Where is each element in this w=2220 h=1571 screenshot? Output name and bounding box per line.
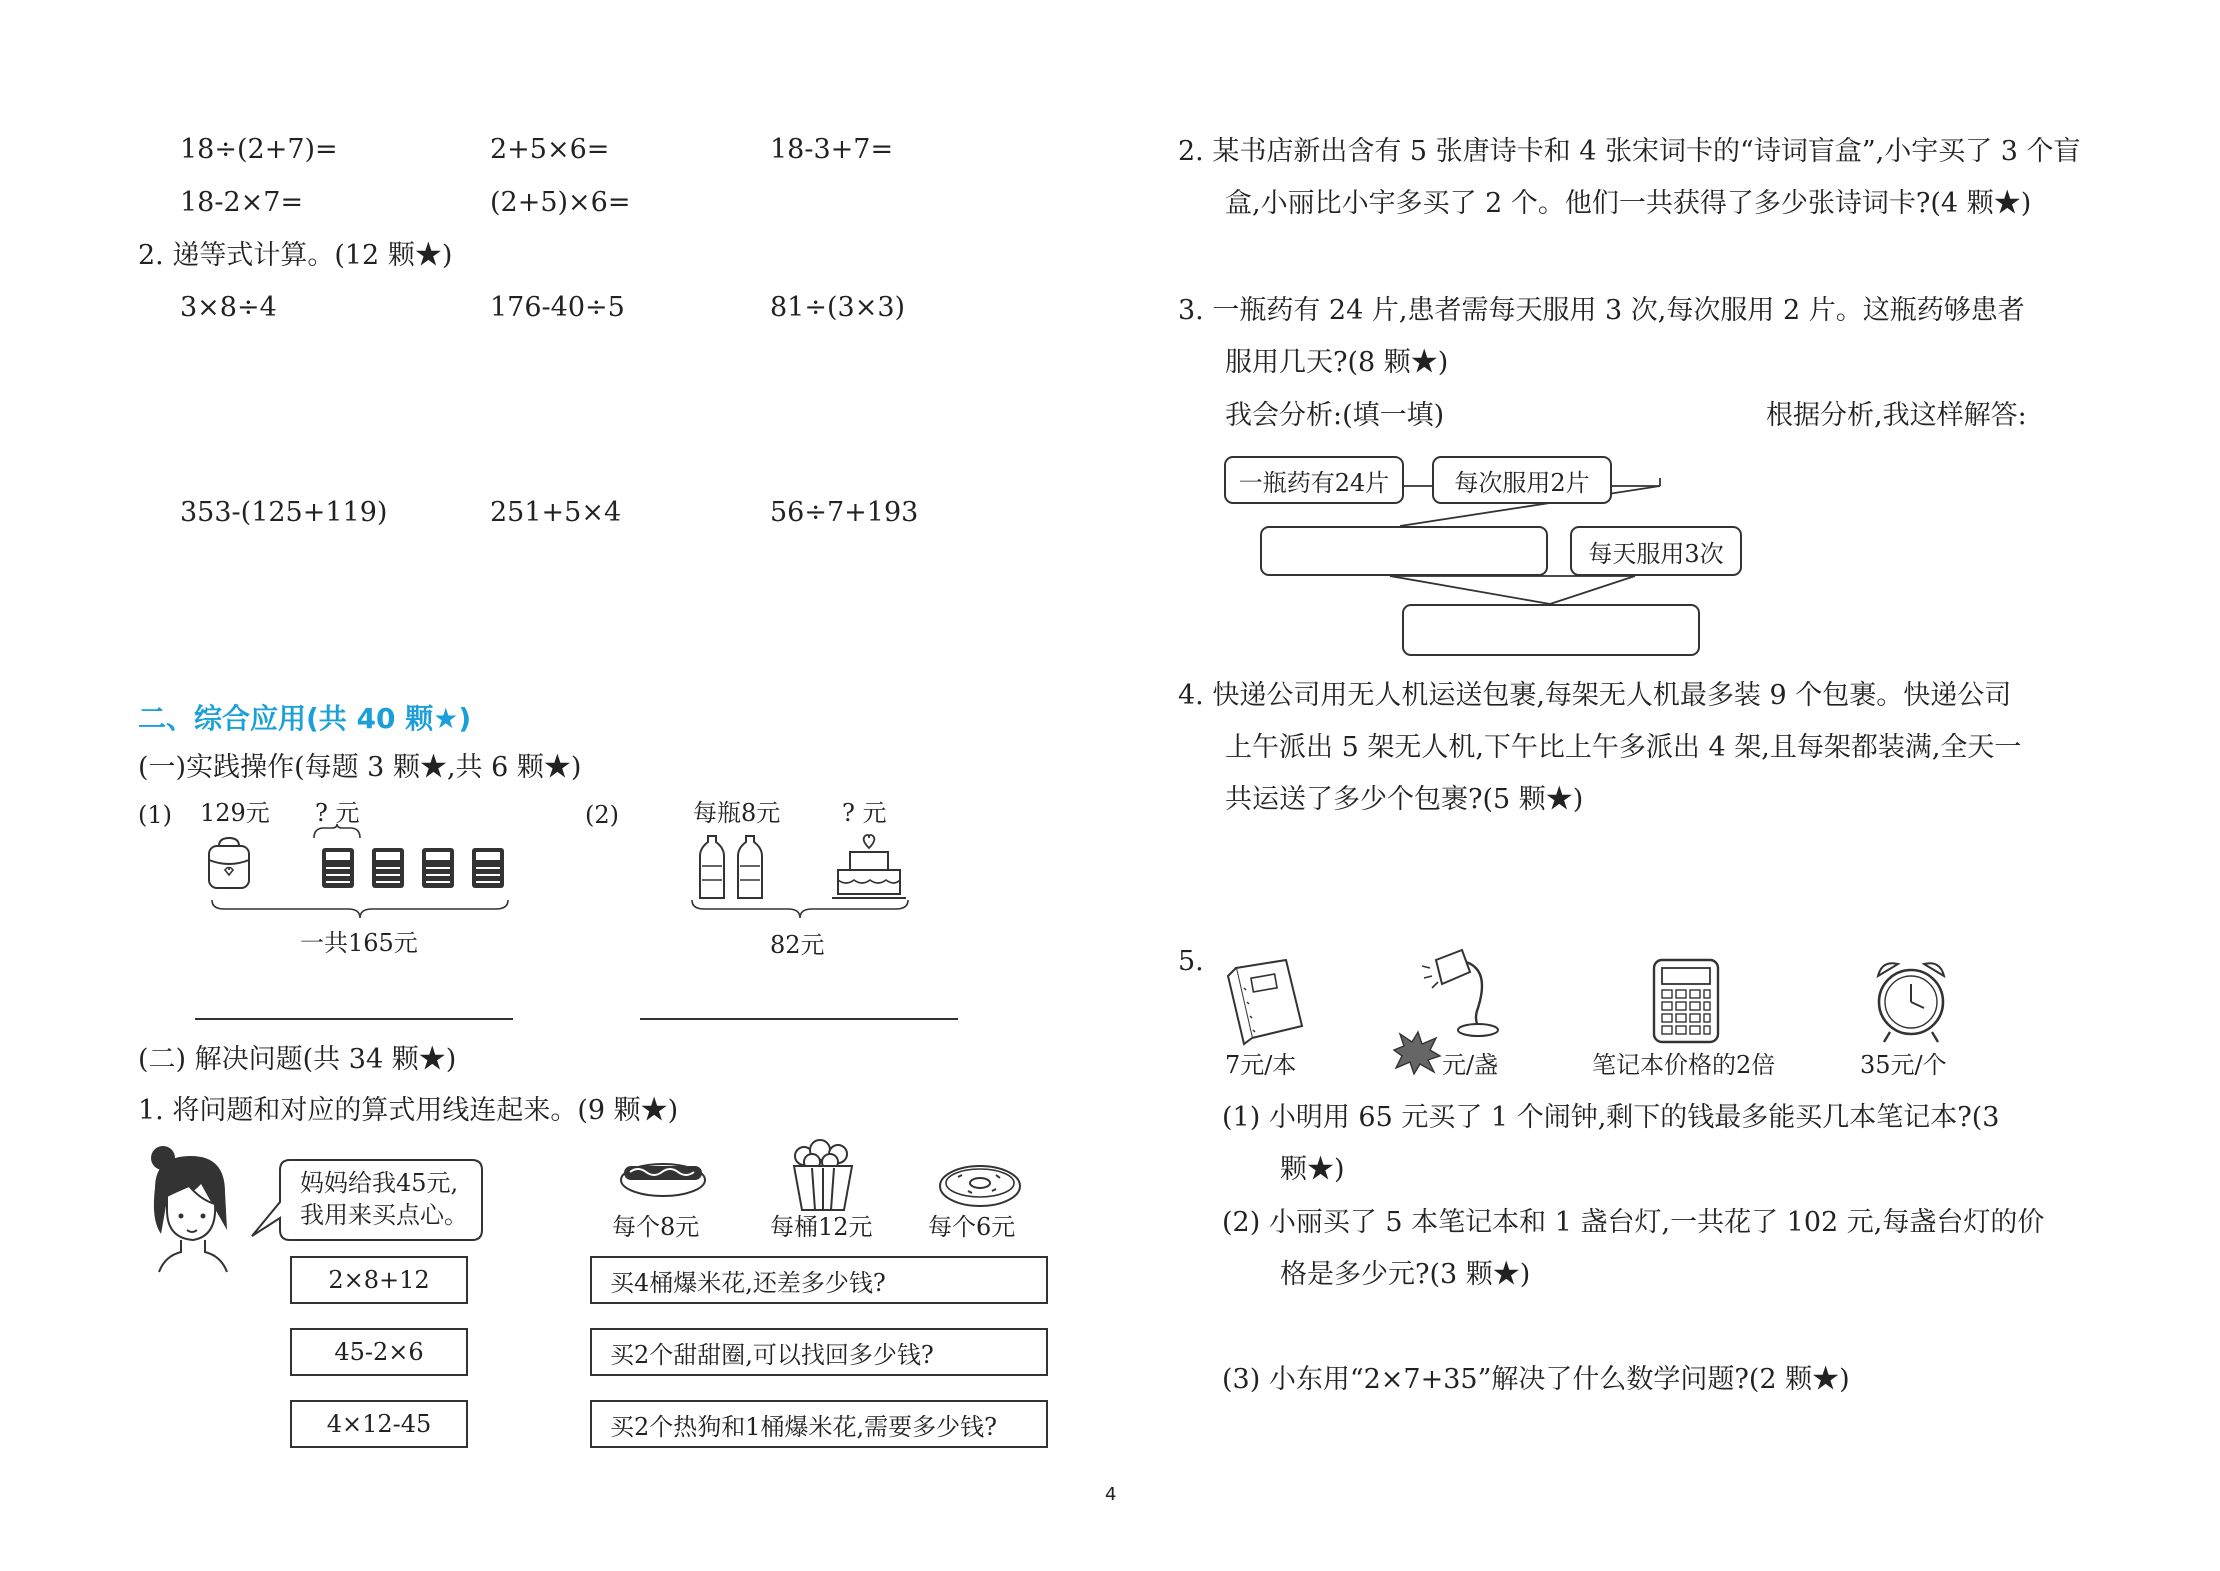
girl-icon [145,1140,235,1275]
ink-splash-icon [1390,1032,1442,1074]
step-calc-5: 251+5×4 [490,497,622,528]
op1-answer-line[interactable] [195,1018,513,1020]
part2-title: (二) 解决问题(共 34 颗★) [138,1044,457,1075]
op2-cake-price: ? 元 [842,799,887,827]
speech-line-2: 我用来买点心。 [300,1201,468,1229]
q5-1-line-1: (1) 小明用 65 元买了 1 个闹钟,剩下的钱最多能买几本笔记本?(3 [1222,1102,2000,1133]
step-calc-2: 176-40÷5 [490,292,625,323]
q5-3-line: (3) 小东用“2×7+35”解决了什么数学问题?(2 颗★) [1222,1364,1850,1395]
question-box-2[interactable]: 买2个甜甜圈,可以找回多少钱? [590,1328,1048,1376]
calculator-icon [1652,958,1720,1044]
alarm-clock-icon [1872,958,1950,1046]
calc-2-2: (2+5)×6= [490,187,631,218]
step-calc-6: 56÷7+193 [770,497,919,528]
q3-line-2: 服用几天?(8 颗★) [1225,347,1449,378]
food-label-1: 每个8元 [612,1213,700,1241]
total-brace-2-icon [690,898,910,920]
op1-number: (1) [138,801,172,829]
op2-bottle-price: 每瓶8元 [693,799,781,827]
food-label-2: 每桶12元 [770,1213,873,1241]
calc-1-2: 2+5×6= [490,134,610,165]
op2-total: 82元 [770,931,825,959]
q2-line-2: 盒,小丽比小宇多买了 2 个。他们一共获得了多少张诗词卡?(4 颗★) [1225,188,2032,219]
calc-2-1: 18-2×7= [180,187,304,218]
tree-blank-1[interactable] [1260,526,1548,576]
op1-total: 一共165元 [300,929,418,957]
tree-box-pills: 一瓶药有24片 [1224,456,1404,504]
cake-icon [832,834,906,904]
item-label-notebook: 7元/本 [1225,1051,1297,1079]
op1-calc-price: ? 元 [315,799,360,827]
page-number: 4 [1105,1484,1117,1505]
part1-title: (一)实践操作(每题 3 颗★,共 6 颗★) [138,752,582,783]
step-calc-3: 81÷(3×3) [770,292,906,323]
donut-icon [938,1163,1022,1209]
q4-line-2: 上午派出 5 架无人机,下午比上午多派出 4 架,且每架都装满,全天一 [1225,732,2022,763]
question-box-3[interactable]: 买2个热狗和1桶爆米花,需要多少钱? [590,1400,1048,1448]
op2-number: (2) [585,801,619,829]
popcorn-icon [790,1140,856,1212]
section2-title: 二、综合应用(共 40 颗★) [138,702,472,735]
brace-icon [312,826,362,840]
bottles-icon [700,836,780,902]
q5-1-line-2: 颗★) [1280,1154,1345,1185]
step-calc-4: 353-(125+119) [180,497,388,528]
speech-line-1: 妈妈给我45元, [300,1169,459,1197]
q3-line-1: 3. 一瓶药有 24 片,患者需每天服用 3 次,每次服用 2 片。这瓶药够患者 [1178,295,2025,326]
question-box-1[interactable]: 买4桶爆米花,还差多少钱? [590,1256,1048,1304]
q2-line-1: 2. 某书店新出含有 5 张唐诗卡和 4 张宋词卡的“诗词盲盒”,小宇买了 3 个盲 [1178,136,2081,167]
item-label-lamp: 元/盏 [1442,1051,1499,1079]
q5-number: 5. [1178,946,1204,977]
calculators-icon [322,848,512,890]
p1-heading: 1. 将问题和对应的算式用线连起来。(9 颗★) [138,1095,679,1126]
tree-box-daily: 每天服用3次 [1570,526,1742,576]
formula-box-1[interactable]: 2×8+12 [290,1256,468,1304]
answer-label: 根据分析,我这样解答: [1766,400,2027,431]
notebook-icon [1222,958,1308,1046]
op2-answer-line[interactable] [640,1018,958,1020]
item-label-calculator: 笔记本价格的2倍 [1592,1051,1776,1079]
q5-2-line-1: (2) 小丽买了 5 本笔记本和 1 盏台灯,一共花了 102 元,每盏台灯的价 [1222,1207,2045,1238]
formula-box-2[interactable]: 45-2×6 [290,1328,468,1376]
tree-blank-2[interactable] [1402,604,1700,656]
step-calc-1: 3×8÷4 [180,292,277,323]
formula-box-3[interactable]: 4×12-45 [290,1400,468,1448]
backpack-icon [205,838,253,890]
desk-lamp-icon [1418,946,1500,1038]
total-brace-icon [210,898,510,920]
q5-2-line-2: 格是多少元?(3 颗★) [1280,1259,1531,1290]
hotdog-icon [618,1152,708,1202]
q4-line-1: 4. 快递公司用无人机运送包裹,每架无人机最多装 9 个包裹。快递公司 [1178,680,2012,711]
q2-heading: 2. 递等式计算。(12 颗★) [138,240,453,271]
food-label-3: 每个6元 [928,1213,1016,1241]
op1-bag-price: 129元 [200,799,270,827]
analysis-label: 我会分析:(填一填) [1225,400,1445,431]
tree-box-per-dose: 每次服用2片 [1432,456,1612,504]
q4-line-3: 共运送了多少个包裹?(5 颗★) [1225,784,1584,815]
item-label-clock: 35元/个 [1860,1051,1947,1079]
calc-1-1: 18÷(2+7)= [180,134,338,165]
calc-1-3: 18-3+7= [770,134,894,165]
